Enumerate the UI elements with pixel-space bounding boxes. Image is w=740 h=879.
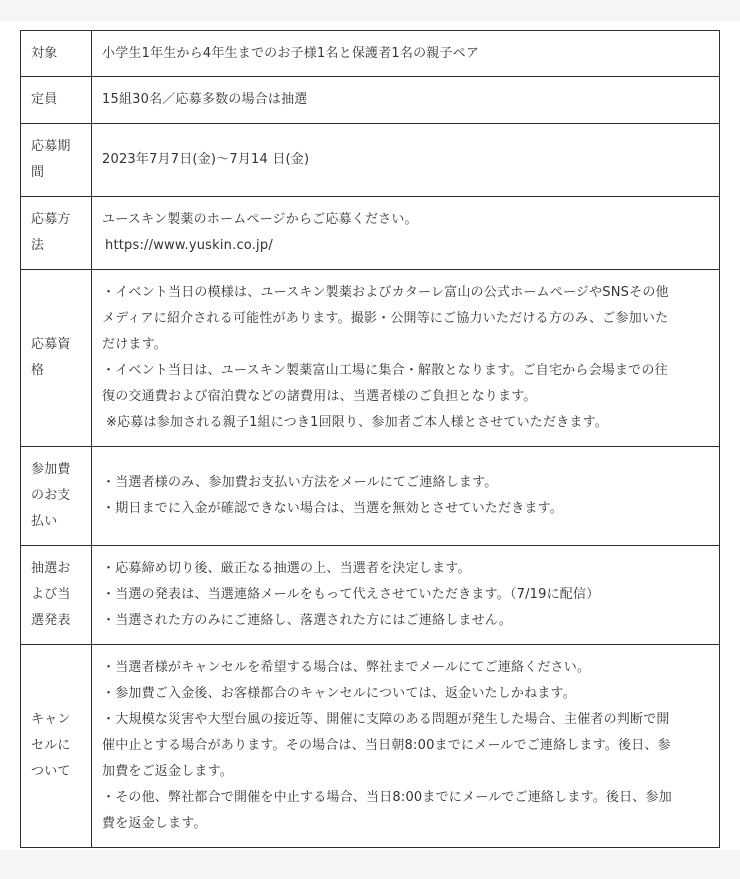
value-line: だけます。 [102,337,167,352]
label-line: 法 [31,238,45,253]
table-row-method [21,197,720,270]
row-value [92,197,720,270]
value-line: ・応募締め切り後、厳正なる抽選の上、当選者を決定します。 [102,561,471,576]
value-line: ・その他、弊社都合で開催を中止する場合、当日8:00までにメールでご連絡します。後日、参加 [102,790,672,805]
table-row-fee [21,447,720,546]
row-value [92,546,720,645]
table-row-target [21,31,720,77]
value-line: ・イベント当日の模様は、ユースキン製薬およびカターレ富山の公式ホームページやSNSその他 [102,285,669,300]
event-info-table [20,30,720,848]
label-line: ついて [31,764,71,779]
label-line: 間 [31,165,45,180]
row-value [92,77,720,124]
row-label [21,197,92,270]
label-line: キャン [31,712,71,727]
website-url: https://www.yuskin.co.jp/ [105,238,273,253]
row-label [21,77,92,124]
label-line: セルに [31,738,71,753]
label-line: よび当 [31,587,71,602]
value-line: 加費をご返金します。 [102,764,233,779]
row-label [21,124,92,197]
label-line: 定員 [31,92,58,107]
value-line: 復の交通費および宿泊費などの諸費用は、当選者様のご負担となります。 [102,389,537,404]
table-row-qualification [21,270,720,447]
value-line: 2023年7月7日(金)～7月14 日(金) [102,152,310,167]
value-line: 費を返金します。 [102,816,207,831]
value-line: ・当選者様がキャンセルを希望する場合は、弊社までメールにてご連絡ください。 [102,660,591,675]
value-line: ・当選の発表は、当選連絡メールをもって代えさせていただきます。（7/19に配信） [102,587,600,602]
label-line: 格 [31,363,45,378]
row-value [92,124,720,197]
row-value [92,645,720,848]
row-label [21,31,92,77]
table-row-cancellation [21,645,720,848]
row-label [21,645,92,848]
label-line: 抽選お [31,561,71,576]
row-label [21,447,92,546]
row-label [21,546,92,645]
document-sheet [0,21,740,850]
value-line: ・期日までに入金が確認できない場合は、当選を無効とさせていただきます。 [102,501,563,516]
value-line: 15組30名／応募多数の場合は抽選 [102,92,308,107]
value-line: メディアに紹介される可能性があります。撮影・公開等にご協力いただける方のみ、ご参加いた [102,311,669,326]
row-label [21,270,92,447]
value-line: ・当選された方のみにご連絡し、落選された方にはご連絡しません。 [102,613,512,628]
label-line: 応募方 [31,212,71,227]
table-row-lottery [21,546,720,645]
value-line: 催中止とする場合があります。その場合は、当日朝8:00までにメールでご連絡します。後日、参 [102,738,671,753]
row-value [92,447,720,546]
row-value [92,270,720,447]
value-line: ※応募は参加される親子1組につき1回限り、参加者ご本人様とさせていただきます。 [106,415,608,430]
value-line: ・当選者様のみ、参加費お支払い方法をメールにてご連絡します。 [102,475,498,490]
value-line: ・参加費ご入金後、お客様都合のキャンセルについては、返金いたしかねます。 [102,686,576,701]
table-row-period [21,124,720,197]
value-line: ・大規模な災害や大型台風の接近等、開催に支障のある問題が発生した場合、主催者の判断で開 [102,712,670,727]
row-value [92,31,720,77]
label-line: 対象 [31,45,58,61]
value-line: ・イベント当日は、ユースキン製薬富山工場に集合・解散となります。ご自宅から会場までの往 [102,363,668,378]
label-line: 払い [31,514,58,529]
label-line: 選発表 [31,613,71,628]
label-line: 参加費 [31,462,71,477]
table-row-capacity [21,77,720,124]
value-line: ユースキン製薬のホームページからご応募ください。 [102,212,418,227]
label-line: 応募資 [31,337,71,352]
label-line: 応募期 [31,139,71,154]
label-line: のお支 [31,488,71,503]
value-line: 小学生1年生から4年生までのお子様1名と保護者1名の親子ペア [102,45,480,61]
